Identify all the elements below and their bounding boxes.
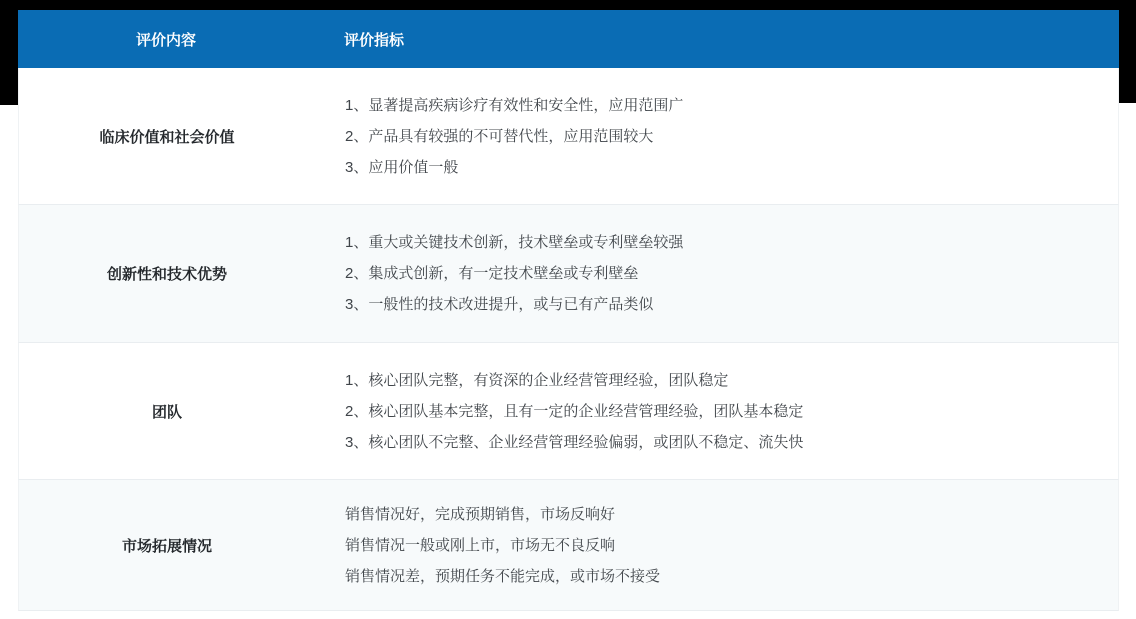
category-label: 团队 (151, 403, 182, 421)
indicator-item: 销售情况一般或刚上市，市场无不良反响 (345, 536, 616, 554)
column-header-evaluation-indicator: 评价指标 (344, 31, 405, 49)
table-header-row (18, 10, 1119, 68)
indicator-item: 1、显著提高疾病诊疗有效性和安全性，应用范围广 (345, 96, 684, 114)
category-cell (19, 343, 315, 479)
indicator-item: 销售情况差，预期任务不能完成，或市场不接受 (345, 567, 661, 585)
indicator-item: 1、重大或关键技术创新，技术壁垒或专利壁垒较强 (345, 234, 684, 251)
table-row (18, 343, 1119, 480)
category-label: 临床价值和社会价值 (99, 128, 235, 146)
column-header-evaluation-content: 评价内容 (135, 31, 196, 49)
header-cell-content (18, 10, 314, 68)
indicator-cell (315, 343, 1118, 479)
indicator-item: 3、核心团队不完整、企业经营管理经验偏弱，或团队不稳定、流失快 (345, 433, 804, 451)
indicator-item: 2、集成式创新，有一定技术壁垒或专利壁垒 (345, 265, 639, 282)
category-cell (19, 480, 315, 610)
indicator-item: 销售情况好，完成预期销售，市场反响好 (345, 505, 616, 523)
indicator-item: 1、核心团队完整，有资深的企业经营管理经验，团队稳定 (345, 371, 729, 389)
indicator-cell (315, 480, 1118, 610)
evaluation-table (18, 10, 1119, 611)
letterbox-top (0, 0, 1136, 10)
category-label: 市场拓展情况 (121, 537, 212, 555)
indicator-item: 3、一般性的技术改进提升，或与已有产品类似 (345, 296, 654, 313)
indicator-item: 2、产品具有较强的不可替代性，应用范围较大 (345, 127, 654, 145)
indicator-item: 3、应用价值一般 (345, 158, 459, 176)
header-cell-indicator (314, 10, 1119, 68)
letterbox-left (0, 0, 18, 105)
indicator-cell (315, 205, 1118, 342)
category-cell (19, 205, 315, 342)
table-row (18, 480, 1119, 611)
indicator-item: 2、核心团队基本完整，且有一定的企业经营管理经验，团队基本稳定 (345, 402, 804, 420)
table-row (18, 68, 1119, 205)
category-label: 创新性和技术优势 (106, 266, 227, 283)
table-row (18, 205, 1119, 343)
letterbox-right (1119, 0, 1136, 103)
indicator-cell (315, 68, 1118, 204)
category-cell (19, 68, 315, 204)
